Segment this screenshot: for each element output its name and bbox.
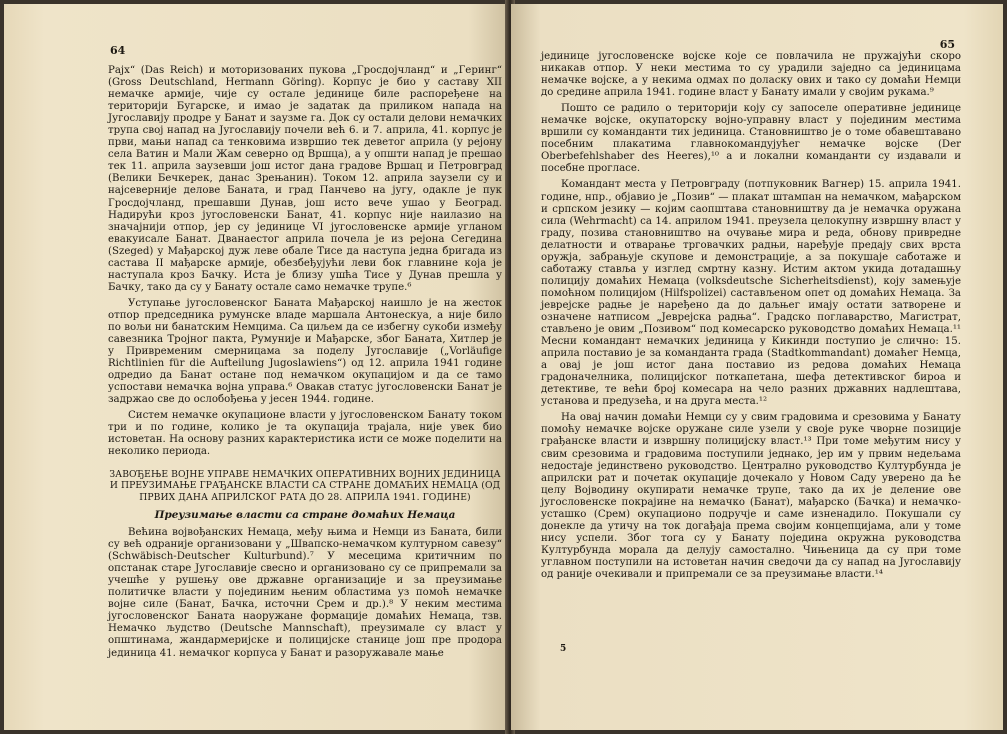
right-page-text — [541, 51, 961, 581]
right-paragraph-1: јединице југословенске војске које се повлачила не пружајући скоро никакав отпор. У неки местима то су урадили заједно са јединицама немачке војске, а у некима одмах по доласку ових и тако су домаћи Немци до средине априла 1941. године власт у Банату имали у својим рукама.⁹ — [541, 51, 961, 99]
left-page-text — [108, 65, 502, 660]
section-subheading: Преузимање власти са стране домаћих Немаца — [154, 509, 456, 521]
right-page — [511, 4, 1003, 730]
left-paragraph-2: Уступање југословенског Баната Мађарској наишло је на жесток отпор председника румунске владе маршала Антонескуа, а није било по вољи ни банатским Немцима. Са циљем да се избегну сукоби између савезника Тројног пакта, Румуније и Мађарске, због Баната, Хитлер је у Привременим смерницама за поделу Југославије („Vorläufige Richtlinien für die Aufteilung Jugoslawiens“) од 12. априла 1941 године одредио да Банат остане под немачком окупацијом и да се тамо успостави немачка војна управа.⁶ Овакав статус југословенски Банат је задржао све до ослобођења у јесен 1944. године. — [108, 297, 502, 406]
left-paragraph-1: Рајх“ (Das Reich) и моторизованих пукова „Гросдојчланд“ и „Геринг“ (Gross Deutschland, Hermann Göring). Корпус је био у саставу XII немачке армије, чије су остале јединице биле распоређене на територији Бугарске, и имао је задатак да приликом напада на Југославију продре у Банат и заузме га. Док су остали делови немачких трупа свој напад на Југославију почели већ 6. и 7. априла, 41. корпус је први, мањи напад са тенковима извршио тек деветог априла (у рејону села Ватин и Мали Жам северно од Вршца), а у општи напад је прешао тек 11. априла заузевши још истог дана градове Вршац и Петровград (Велики Бечкерек, данас Зрењанин). Током 12. априла заузели су и најсеверније делове Баната, и град Панчево на југу, одакле је пук Гросдојчланд, прешавши Дунав, још исто вече ушао у Београд. Надирући кроз југословенски Банат, 41. корпус није наилазио на значајнији отпор, јер су јединице VI југословенске армије угланом евакуисале Банат. Дванаестог априла почела је из рејона Сегедина (Szeged) у Мађарској дуж леве обале Тисе да наступа једна бригада из састава II мађарске армије, обезбеђујући леви бок главнине која је наступала кроз Бачку. Иста је близу ушћа Тисе у Дунав прешла у Бачку, тако да су у Банату остале само немачке трупе.⁶ — [108, 65, 502, 293]
left-page — [4, 4, 509, 730]
right-paragraph-3: Командант места у Петровграду (потпуковник Вагнер) 15. априла 1941. године, нпр., објавио је „Позив“ — плакат штампан на немачком, мађарском и српском језику — којим саопштава становништву да је немачка оружана сила (Wehrmacht) са 14. априлом 1941. преузела целокупну извршну власт у граду, позива становништво на очување мира и реда, обнову привредне делатности и отварање трговачких радњи, наређује предају свих врста оружја, забрањује скупове и демонстрације, а за покушаје саботаже и саботажу ставља у изглед смртну казну. Истим актом укида дотадашњу полицију домаћих Немаца (volksdeutsche Sicherheitsdienst), коју замењује помоћном полицијом (Hilfspolizei) састављеном опет од домаћих Немаца. За јеврејске радње је наређено да до даљњег имају остати затворене и означене натписом „Јеврејска радња“. Градско поглаварство, Магистрат, стављено је овим „Позивом“ под комесарско руководство домаћих Немаца.¹¹ Месни командант немачких јединица у Кикинди поступио је слично: 15. априла поставио је за команданта града (Stadtkommandant) домаћег Немца, а овај је још истог дана поставио из редова домаћих Немаца градоначелника, полицијског поткапетана, шефа детективског бироа и детективе, те већи број комесара на чело разних државних надлештава, установа и предузећа, и на друга места.¹² — [541, 179, 961, 408]
page-number-left: 64 — [110, 44, 126, 57]
signature-mark: 5 — [560, 644, 567, 654]
right-paragraph-4: На овај начин домаћи Немци су у свим градовима и срезовима у Банату помоћу немачке војске оружане силе узели у своје руке чворне позиције грађанске власти и извршну полицијску власт.¹³ При томе међутим нису у свим срезовима и градовима поступили једнако, јер им у првим недељама недостаје јединствено руководство. Централно руководство Културбунда је априлски рат и почетак окупације дочекало у Новом Саду уверено да ће целу Војводину окупирати немачке трупе, тако да их је деление ове југословенске покрајине на немачко (Банат), мађарско (Бачка) и немачко-усташко (Срем) окупационо подручје и саме изненадило. Покушали су донекле да утичу на ток догађаја према својим концепцијама, али у томе нису успели. Због тога су у Банату поједина окружна руководства Културбунда морала да делују самостално. Чињеница да су при томе углавном поступили на истоветан начин сведочи да су напад на Југославију од раније очекивали и припремали се за преузимање власти.¹⁴ — [541, 412, 961, 580]
left-paragraph-3: Систем немачке окупационе власти у југословенском Банату током три и по године, колико је та окупација трајала, није увек био истоветан. На основу разних карактеристика исти се може поделити на неколико периода. — [108, 410, 502, 458]
page-number-right: 65 — [939, 38, 955, 51]
section-heading: ЗАВОЂЕЊЕ ВОЈНЕ УПРАВЕ НЕМАЧКИХ ОПЕРАТИВНИХ ВОЈНИХ ЈЕДИНИЦА И ПРЕУЗИМАЊЕ ГРАЂАНСКЕ ВЛАСТИ СА СТРАНЕ ДОМАЋИХ НЕМАЦА (ОД ПРВИХ ДАНА АПРИЛСКОГ РАТА ДО 28. АПРИЛА 1941. ГОДИНЕ) — [109, 468, 501, 503]
left-paragraph-4: Већина војвођанских Немаца, међу њима и Немци из Баната, били су већ одраније организовани у „Швапско-немачком културном савезу“ (Schwäbisch-Deutscher Kulturbund).⁷ У месецима критичним по опстанак старе Југославије свесно и организовано су се припремали за учешће у рушењу ове државне организације и за преузимање политичке власти у појединим њеним областима уз помоћ немачке војне силе (Банат, Бачка, источни Срем и др.).⁸ У неким местима југословенског Баната наоружане формације домаћих Немаца, тзв. Немачко људство (Deutsche Mannschaft), преузимале су власт у општинама, жандармеријске и полицијске станице још пре продора јединица 41. немачког корпуса у Банат и разоружавале мање — [108, 527, 502, 659]
right-paragraph-2: Пошто се радило о територији коју су запоселе оперативне јединице немачке војске, окупаторску војно-управну власт у појединим местима вршили су команданти тих јединица. Становништво је о томе обавештавано посебним плакатима главнокомандујућег немачке војске (Der Oberbefehlshaber des Heeres),¹⁰ а и локални команданти су издавали и посебне прогласе. — [541, 103, 961, 175]
